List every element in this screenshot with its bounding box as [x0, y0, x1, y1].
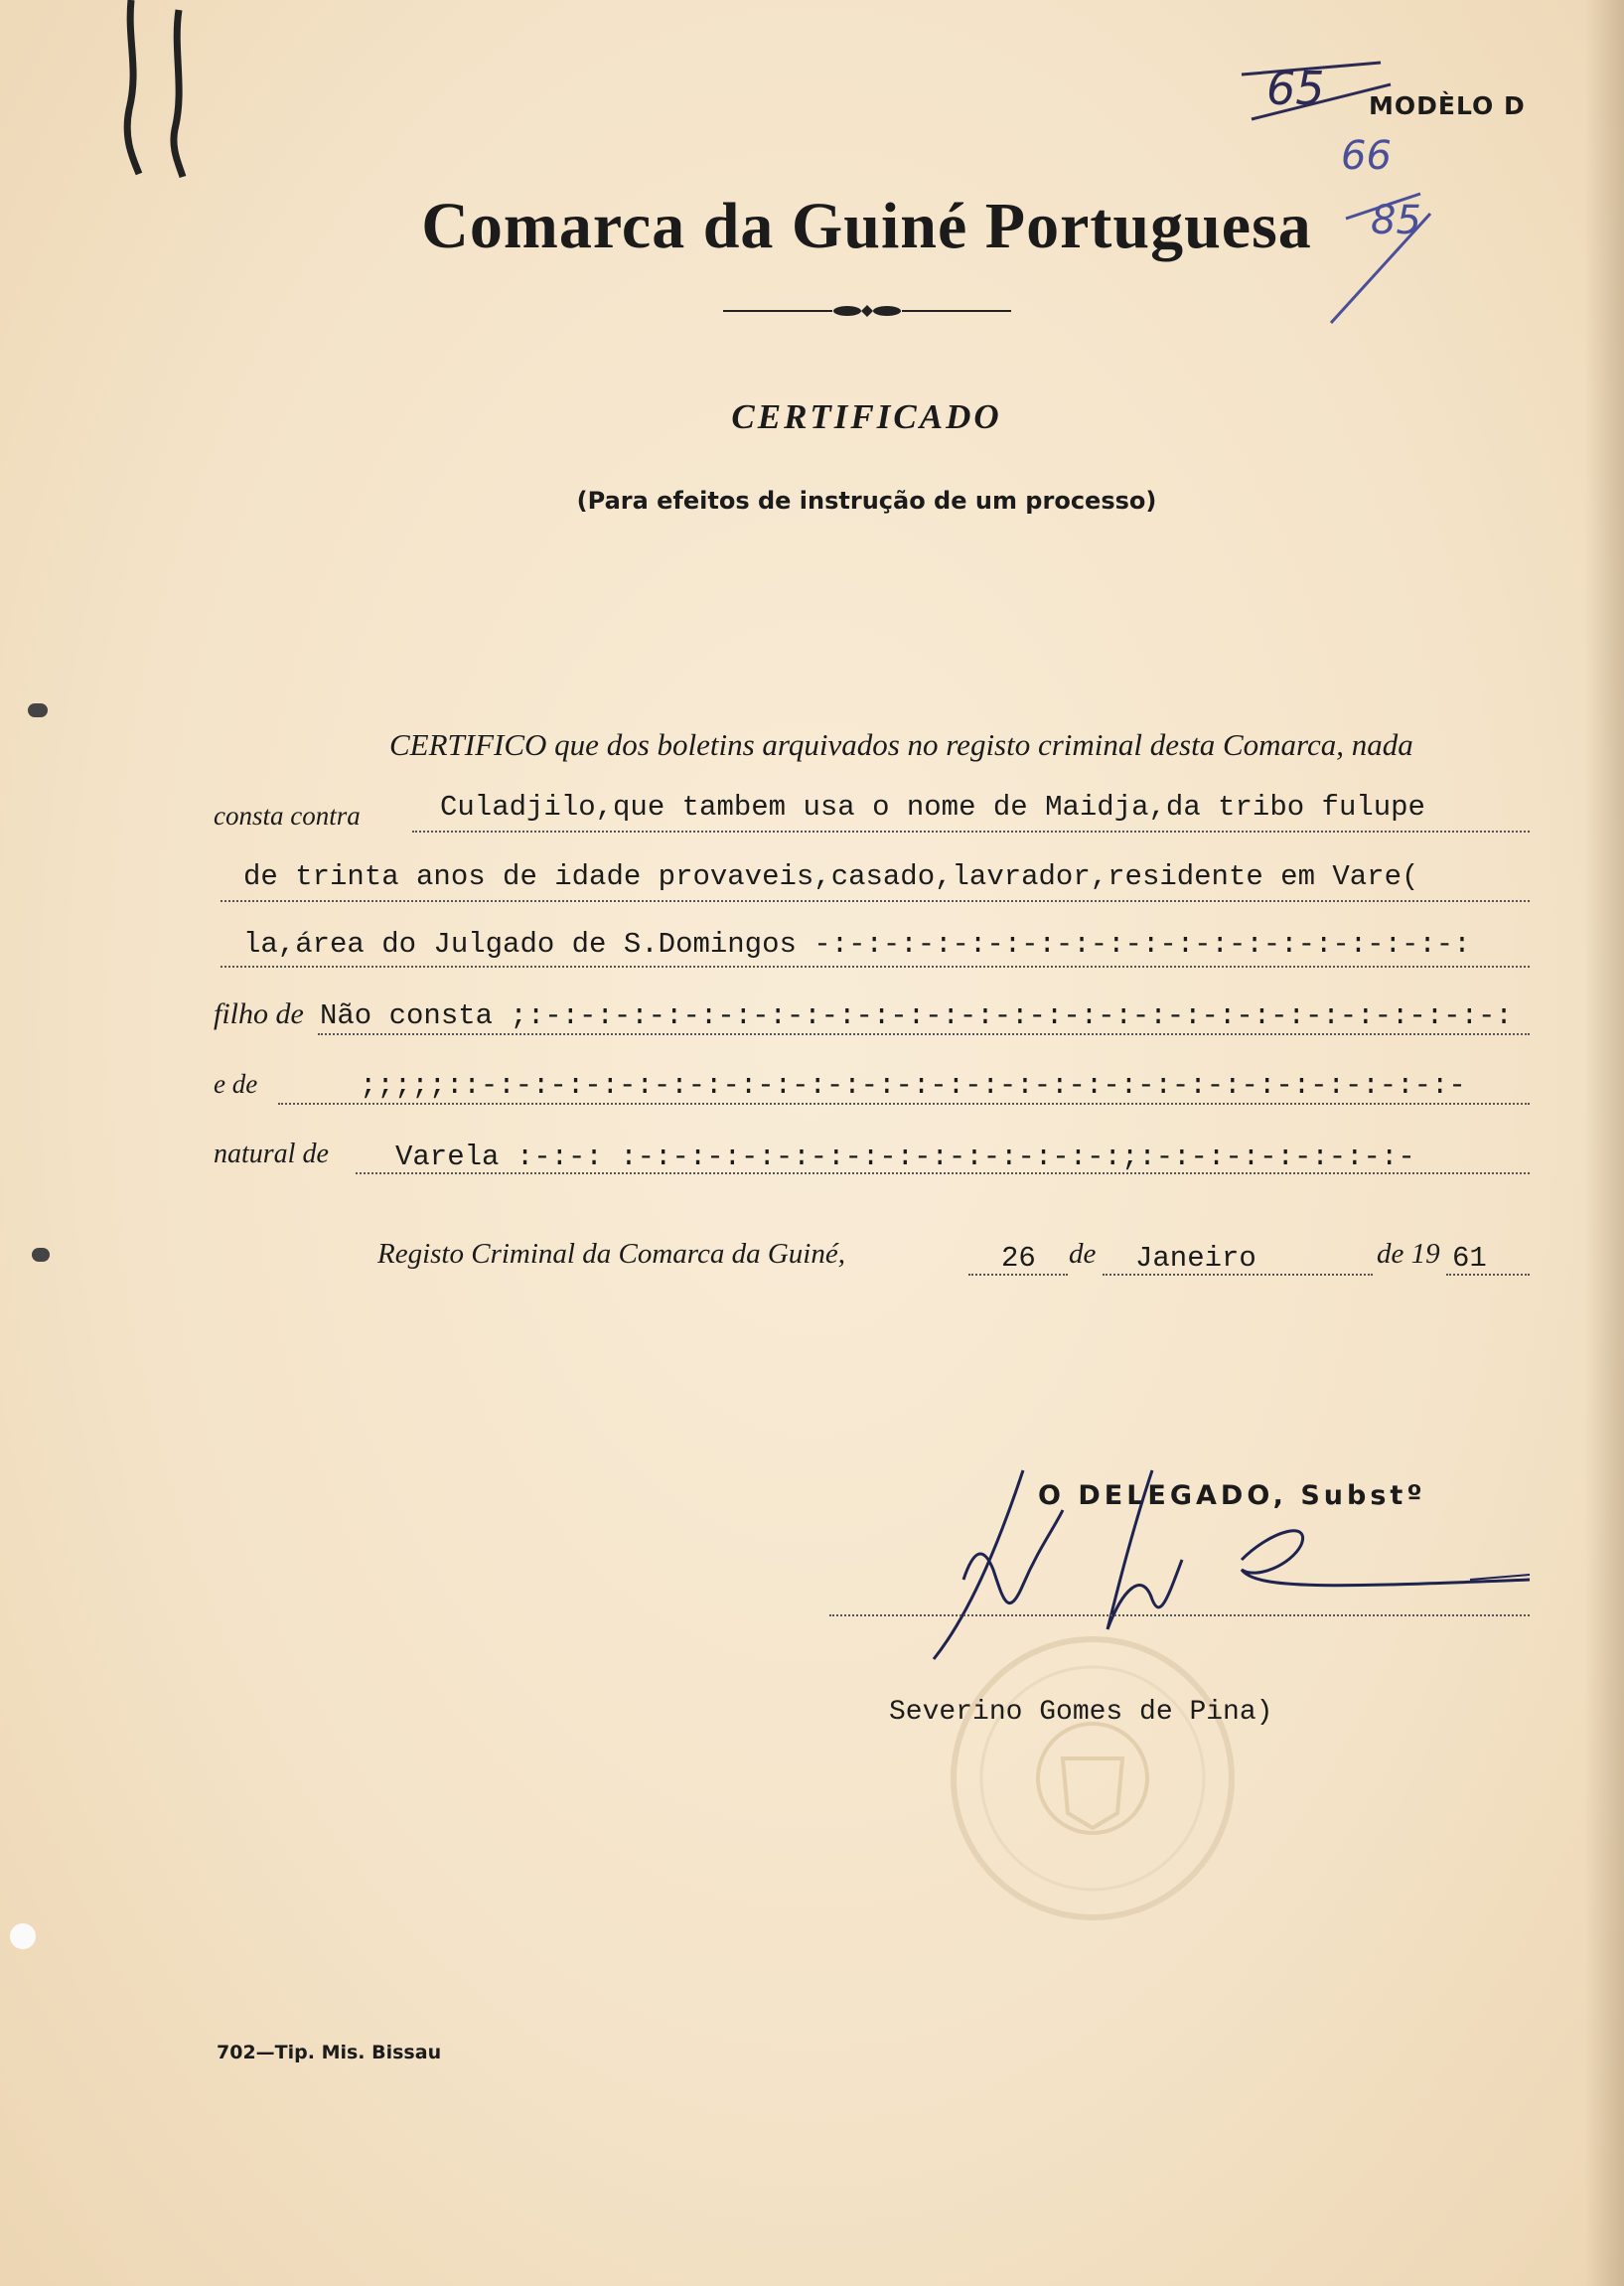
subject-name: Culadjilo,que tambem usa o nome de Maidja,da tribo fulupe — [440, 791, 1425, 824]
title-ornament — [723, 298, 1011, 328]
document-subheading: (Para efeitos de instrução de um processo) — [576, 487, 1157, 515]
intro-text: CERTIFICO que dos boletins arquivados no registo criminal desta Comarca, nada — [389, 727, 1413, 762]
printer-imprint: 702—Tip. Mis. Bissau — [217, 2042, 442, 2063]
fill-line — [221, 900, 1530, 902]
delegado-title: O DELEGADO, Substº — [1038, 1480, 1426, 1511]
natural-de-label: natural de — [214, 1139, 329, 1169]
annotation-65: 65 — [1266, 62, 1325, 115]
binding-marks — [109, 0, 199, 189]
father-value: Não consta ;:-:-:-:-:-:-:-:-:-:-:-:-:-:-:-:-:-:-:-:-:-:-:-:-:-:-:-:-: — [320, 999, 1513, 1032]
annotation-85: 85 — [1371, 198, 1421, 243]
punch-hole — [10, 1923, 36, 1949]
document-heading: CERTIFICADO — [731, 397, 1002, 436]
subject-details-line-3: la,área do Julgado de S.Domingos -:-:-:-:-:-:-:-:-:-:-:-:-:-:-:-:-:-:-: — [243, 928, 1471, 961]
paper-edge — [1584, 0, 1624, 2286]
signatory-name: Severino Gomes de Pina) — [889, 1697, 1273, 1728]
signature — [914, 1450, 1550, 1669]
date-month: Janeiro — [1135, 1242, 1256, 1275]
annotation-66: 66 — [1341, 133, 1392, 179]
date-day: 26 — [1001, 1242, 1036, 1275]
fill-line — [318, 1033, 1530, 1035]
fill-line — [412, 831, 1530, 833]
e-de-label: e de — [214, 1069, 258, 1099]
subject-details-line-2: de trinta anos de idade provaveis,casado,lavrador,residente em Vare( — [243, 860, 1419, 893]
fill-line — [221, 966, 1530, 968]
punch-hole — [32, 1248, 50, 1262]
date-year: 61 — [1452, 1242, 1487, 1275]
consta-contra-label: consta contra — [214, 801, 361, 831]
fill-line — [278, 1103, 1530, 1105]
model-label: MODÈLO D — [1369, 91, 1526, 120]
date-de-1: de — [1069, 1238, 1097, 1270]
punch-hole — [28, 703, 48, 717]
filho-de-label: filho de — [214, 997, 304, 1030]
mother-value: ;;;;;::-:-:-:-:-:-:-:-:-:-:-:-:-:-:-:-:-:-:-:-:-:-:-:-:-:-:-:-:- — [360, 1069, 1466, 1102]
date-de-2: de 19 — [1377, 1238, 1440, 1270]
registo-label: Registo Criminal da Comarca da Guiné, — [377, 1238, 845, 1270]
birthplace-value: Varela :-:-: :-:-:-:-:-:-:-:-:-:-:-:-:-:-:;:-:-:-:-:-:-:-:- — [395, 1141, 1415, 1173]
signature-line — [829, 1614, 1530, 1616]
embossed-seal — [944, 1629, 1242, 1927]
court-title: Comarca da Guiné Portuguesa — [421, 190, 1312, 262]
